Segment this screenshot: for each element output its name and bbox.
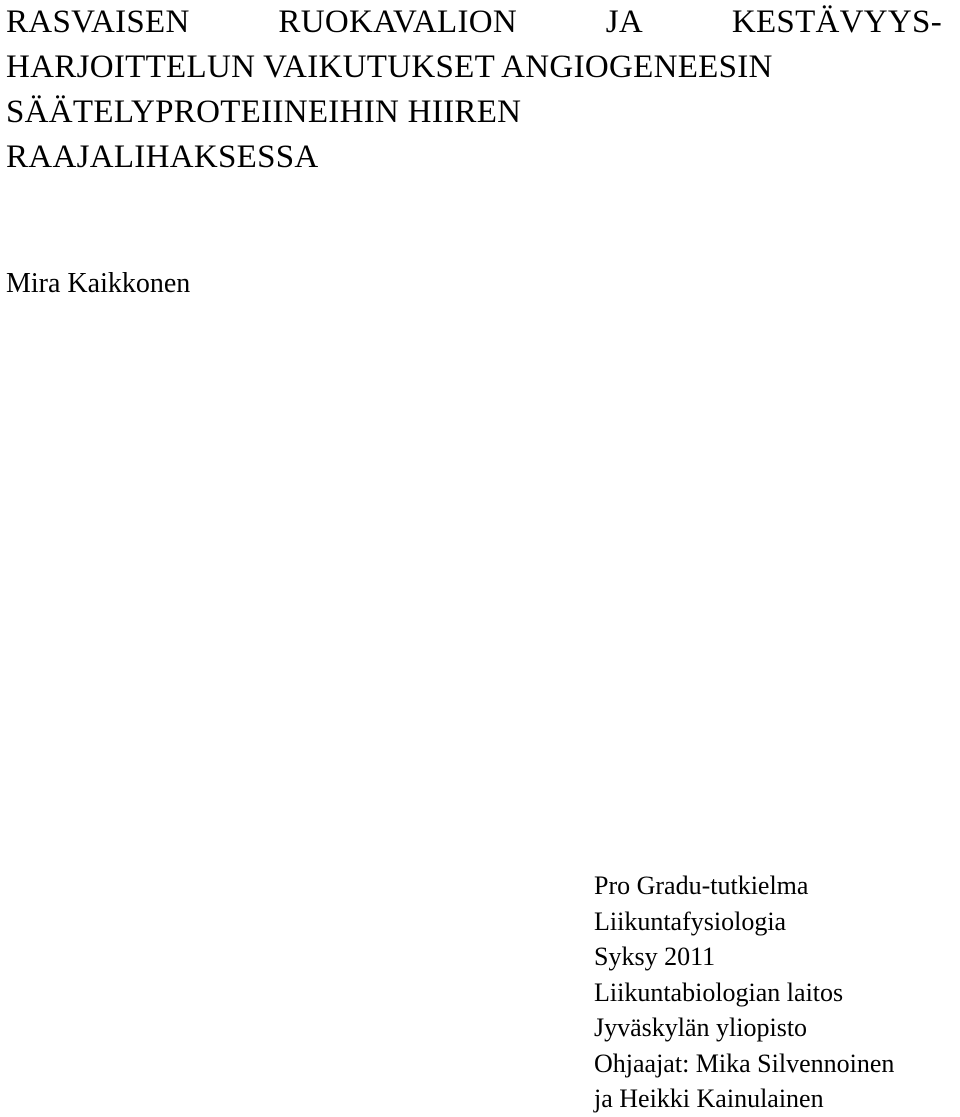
term: Syksy 2011 <box>594 942 716 971</box>
subject: Liikuntafysiologia <box>594 906 787 936</box>
title-line-2: HARJOITTELUN VAIKUTUKSET ANGIOGENEESIN <box>6 49 773 85</box>
title-line-1 <box>6 0 942 45</box>
title-word: KESTÄVYYS- <box>731 4 942 40</box>
department: Liikuntabiologian laitos <box>594 977 844 1007</box>
thesis-type: Pro Gradu-tutkielma <box>594 871 809 900</box>
thesis-title <box>6 0 946 180</box>
supervisors-line-1: Ohjaajat: Mika Silvennoinen <box>594 1048 895 1078</box>
thesis-info-block <box>594 868 894 1117</box>
title-word: JA <box>605 4 644 40</box>
title-word: RUOKAVALION <box>278 4 518 40</box>
title-line-3: SÄÄTELYPROTEIINEIHIN HIIREN <box>6 94 522 130</box>
university: Jyväskylän yliopisto <box>594 1013 808 1042</box>
supervisors-line-2: ja Heikki Kainulainen <box>594 1084 824 1113</box>
title-line-4: RAAJALIHAKSESSA <box>6 139 319 175</box>
author-name: Mira Kaikkonen <box>6 268 191 299</box>
title-word: RASVAISEN <box>6 4 190 40</box>
